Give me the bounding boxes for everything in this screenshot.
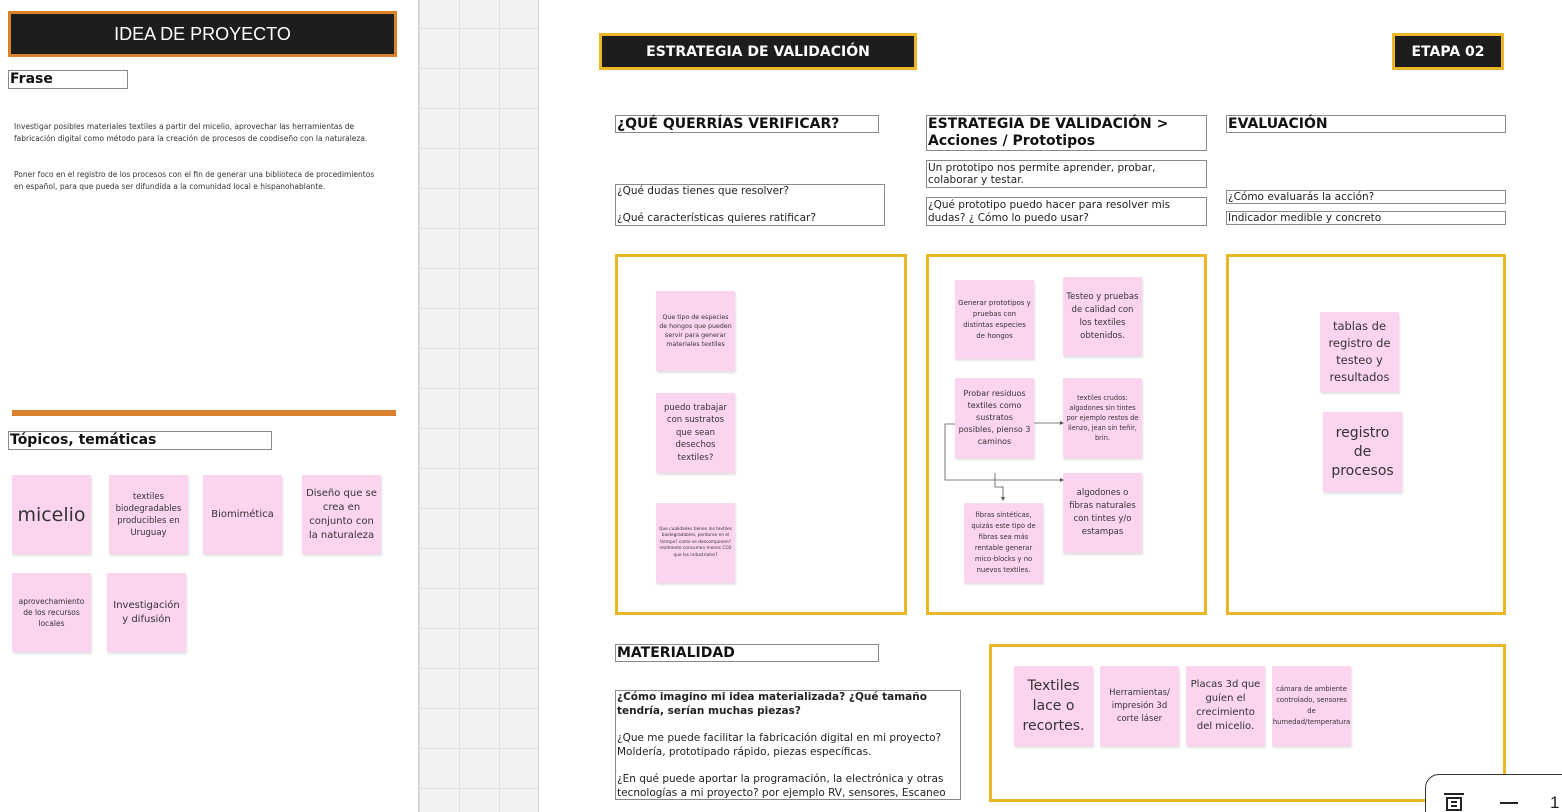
sticky-note-verify[interactable]: Que tipo de especies de hongos que pueden servir para generar materiales textiles: [656, 291, 735, 371]
connector-to-algodones: [945, 424, 1060, 480]
sticky-note-strategy[interactable]: Testeo y pruebas de calidad con los textiles obtenidos.: [1063, 277, 1142, 356]
idea-banner: IDEA DE PROYECTO: [8, 11, 397, 57]
frase-paragraph-2[interactable]: Poner foco en el registro de los procesos con el fin de generar una biblioteca de procedimientos en español, para que pueda ser difundida a la comunidad local e hispanohablante.: [14, 170, 375, 191]
sticky-note-strategy[interactable]: algodones o fibras naturales con tintes y/o estampas: [1063, 473, 1142, 553]
sticky-note-materiality[interactable]: cámara de ambiente controlado, sensores de humedad/temperatura: [1272, 666, 1351, 746]
sticky-note-topic[interactable]: Investigación y difusión: [107, 573, 186, 652]
connector-to-sinteticas: [995, 473, 1003, 497]
arrowhead: [1060, 478, 1064, 482]
strategy-intro[interactable]: Un prototipo nos permite aprender, probar, colaborar y testar.: [926, 160, 1207, 188]
zoom-out-icon[interactable]: [1498, 795, 1520, 809]
sticky-note-strategy[interactable]: textiles crudos: algodones sin tintes por ejemplo restos de lienzo, jean sin teñir, brin.: [1063, 378, 1142, 458]
materiality-title[interactable]: MATERIALIDAD: [615, 644, 879, 662]
canvas-grid-strip: [418, 0, 539, 812]
sticky-note-materiality[interactable]: Placas 3d que guíen el crecimiento del micelio.: [1186, 666, 1265, 746]
sticky-note-strategy[interactable]: Generar prototipos y pruebas con distintas especies de hongos: [955, 280, 1034, 359]
sticky-note-verify[interactable]: puedo trabajar con sustratos que sean desechos textiles?: [656, 393, 735, 473]
arrowhead: [1001, 497, 1005, 501]
strategy-question[interactable]: ¿Qué prototipo puedo hacer para resolver mis dudas? ¿ Cómo lo puedo usar?: [926, 197, 1207, 226]
verify-question: ¿Qué dudas tienes que resolver?: [617, 185, 789, 197]
sticky-note-topic[interactable]: aprovechamiento de los recursos locales: [12, 573, 91, 652]
arrowhead: [1060, 421, 1064, 425]
materiality-questions-box[interactable]: [615, 690, 961, 800]
frase-paragraph-1[interactable]: Investigar posibles materiales textiles a partir del micelio, aprovechar las herramientas de fabricación digital como método para la creación de procesos de coodiseño con la naturaleza.: [14, 122, 368, 143]
sticky-note-strategy[interactable]: Probar residuos textiles como sustratos posibles, pienso 3 caminos: [955, 378, 1034, 458]
sticky-note-verify[interactable]: Que cualidades tienen los textiles biodegradables, perduran en el tiempo? como se descomponen? realmente consumen menos CO2 que los industriales?: [656, 503, 735, 583]
zoom-level: 1: [1550, 793, 1560, 812]
evaluation-indicator[interactable]: Indicador medible y concreto: [1226, 211, 1506, 225]
sticky-note-evaluation[interactable]: tablas de registro de testeo y resultados: [1320, 312, 1399, 392]
connector-lines: [935, 415, 1075, 505]
materiality-question: ¿Que me puede facilitar la fabricación digital en mi proyecto? Moldería, prototipado rápido, piezas específicas.: [617, 732, 942, 758]
verify-title[interactable]: ¿QUÉ QUERRÍAS VERIFICAR?: [615, 115, 879, 133]
sticky-note-topic[interactable]: micelio: [12, 475, 91, 554]
divider-line: [12, 410, 396, 416]
sticky-note-materiality[interactable]: Herramientas/ impresión 3d corte láser: [1100, 666, 1179, 746]
frase-label[interactable]: Frase: [8, 70, 128, 89]
sticky-note-topic[interactable]: Diseño que se crea en conjunto con la naturaleza: [302, 475, 381, 554]
stage-banner: ETAPA 02: [1392, 33, 1504, 70]
strategy-banner: ESTRATEGIA DE VALIDACIÓN: [599, 33, 917, 70]
sticky-note-strategy[interactable]: fibras sintéticas, quizás este tipo de fibras sea más rentable generar mico-blocks y no nuevos textiles.: [964, 503, 1043, 583]
verify-question: ¿Qué características quieres ratificar?: [617, 212, 816, 224]
topics-label[interactable]: Tópicos, temáticas: [8, 431, 272, 450]
evaluation-title[interactable]: EVALUACIÓN: [1226, 115, 1506, 133]
strategy-title[interactable]: ESTRATEGIA DE VALIDACIÓN > Acciones / Prototipos: [926, 115, 1207, 151]
evaluation-question[interactable]: ¿Cómo evaluarás la acción?: [1226, 190, 1506, 204]
zoom-widget: [1425, 774, 1562, 812]
sticky-note-topic[interactable]: Biomimética: [203, 475, 282, 554]
sticky-note-topic[interactable]: textiles biodegradables producibles en Uruguay: [109, 475, 188, 554]
sticky-note-evaluation[interactable]: registro de procesos: [1323, 412, 1402, 492]
verify-questions-box[interactable]: [615, 184, 885, 226]
materiality-question-bold: ¿Cómo imagino mi idea materializada? ¿Qué tamaño tendría, serían muchas piezas?: [617, 691, 927, 717]
sticky-note-materiality[interactable]: Textiles lace o recortes.: [1014, 666, 1093, 746]
fit-to-screen-icon[interactable]: [1442, 791, 1468, 812]
materiality-question: ¿En qué puede aportar la programación, la electrónica y otras tecnologías a mi proyecto? por ejemplo RV, sensores, Escaneo: [617, 773, 946, 799]
